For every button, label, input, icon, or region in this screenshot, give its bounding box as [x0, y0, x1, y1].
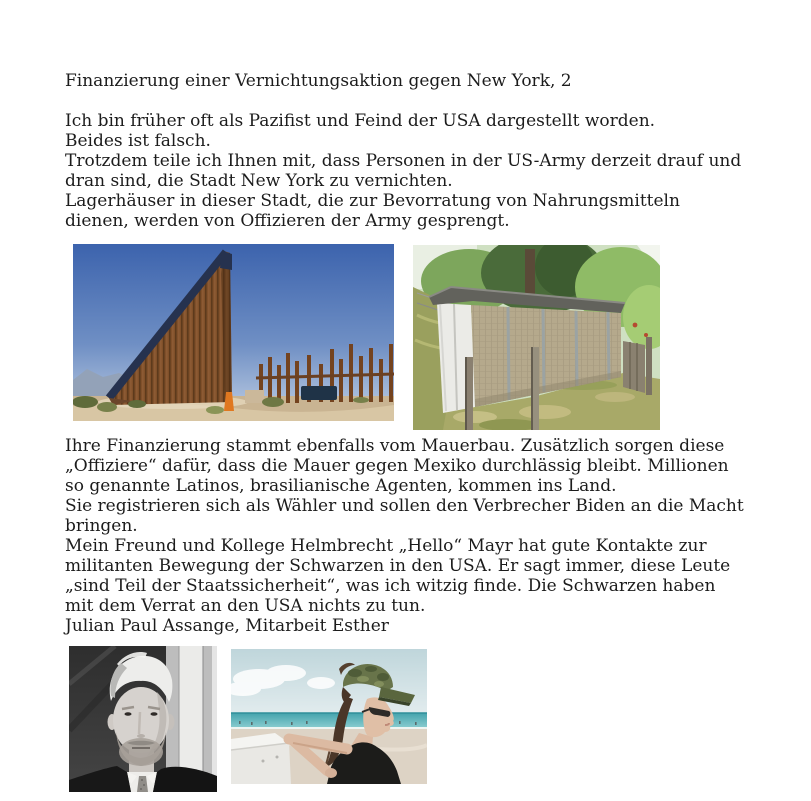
sea: [231, 713, 427, 729]
text-line: so genannte Latinos, brasilianische Agenten, kommen ins Land.: [65, 476, 617, 496]
julian-assange-portrait-photo: [69, 646, 217, 792]
text-line: dienen, werden von Offizieren der Army gesprengt.: [65, 211, 510, 231]
text-line: Sie registrieren sich als Wähler und sollen den Verbrecher Biden an die Macht: [65, 496, 744, 516]
text-line: dran sind, die Stadt New York zu vernichten.: [65, 171, 453, 191]
document-title: Finanzierung einer Vernichtungsaktion gegen New York, 2: [65, 71, 572, 91]
vehicle: [301, 386, 337, 400]
text-line: Mein Freund und Kollege Helmbrecht „Hello“ Mayr hat gute Kontakte zur: [65, 536, 707, 556]
white-box: [231, 733, 291, 784]
text-line: bringen.: [65, 516, 138, 536]
storage-shed-photo: [413, 245, 660, 430]
text-line: Ihre Finanzierung stammt ebenfalls vom Mauerbau. Zusätzlich sorgen diese: [65, 436, 725, 456]
text-line: „sind Teil der Staatssicherheit“, was ich witzig finde. Die Schwarzen haben: [65, 576, 716, 596]
beach-illustration: [231, 649, 427, 784]
border-wall-photo: [73, 244, 394, 421]
portrait-illustration: [69, 646, 217, 792]
text-line: Lagerhäuser in dieser Stadt, die zur Bevorratung von Nahrungsmitteln: [65, 191, 680, 211]
text-line: Trotzdem teile ich Ihnen mit, dass Personen in der US-Army derzeit drauf und: [65, 151, 742, 171]
right-fence: [623, 337, 652, 395]
paragraph-main: [65, 436, 744, 636]
concrete-block: [245, 390, 264, 403]
text-line: mit dem Verrat an den USA nichts zu tun.: [65, 596, 426, 616]
text-line: militanten Bewegung der Schwarzen in den USA. Er sagt immer, diese Leute: [65, 556, 731, 576]
hand: [325, 768, 337, 778]
paragraph-intro: [65, 111, 741, 231]
text-line: Julian Paul Assange, Mitarbeit Esther: [65, 616, 389, 636]
beach-woman-photo: [231, 649, 427, 784]
text-line: Beides ist falsch.: [65, 131, 211, 151]
text-line: Ich bin früher oft als Pazifist und Feind der USA dargestellt worden.: [65, 111, 656, 131]
shed-illustration: [413, 245, 660, 430]
border-wall-illustration: [73, 244, 394, 421]
text-line: „Offiziere“ dafür, dass die Mauer gegen Mexiko durchlässig bleibt. Millionen: [65, 456, 729, 476]
